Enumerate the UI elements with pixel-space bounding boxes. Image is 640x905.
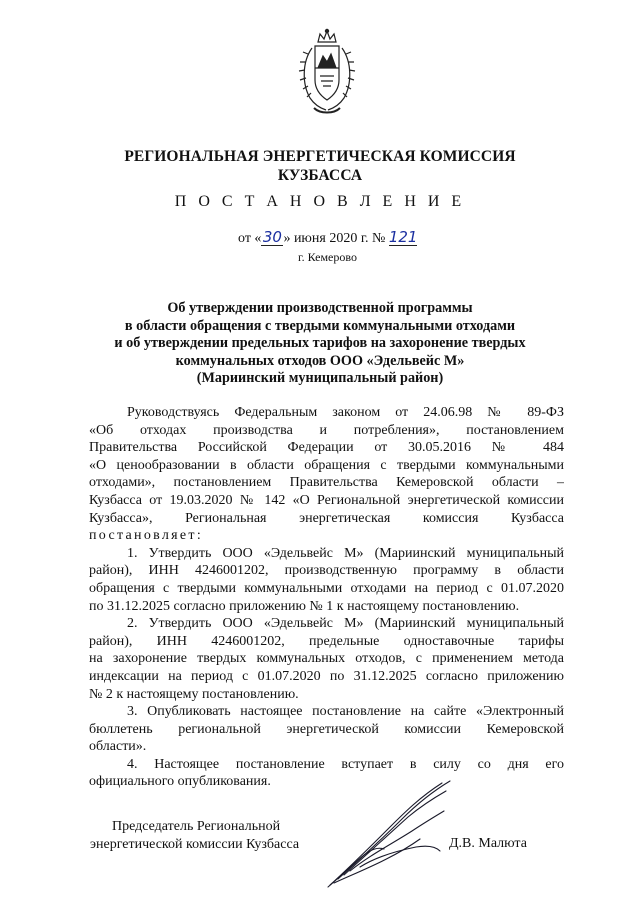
preamble-line: Правительства Российской Федерации от 30.05.2016 № 484	[89, 440, 564, 456]
item-3-line: 3. Опубликовать настоящее постановление на сайте «Электронный	[127, 704, 564, 720]
preamble-line: отходами», постановлением Правительства Кемеровской области –	[89, 475, 564, 491]
signer-position-line: энергетической комиссии Кузбасса	[90, 837, 300, 852]
title-line: в области обращения с твердыми коммунальными отходами	[124, 317, 516, 334]
item-3-line: бюллетень региональной энергетической комиссии Кемеровской	[89, 721, 564, 737]
item-2-line: № 2 к настоящему постановлению.	[89, 686, 299, 702]
document-title	[0, 300, 640, 388]
signer-position	[90, 818, 299, 854]
preamble-line: «О ценообразовании в области обращения с твердыми коммунальными	[89, 457, 564, 473]
document-type: П О С Т А Н О В Л Е Н И Е	[174, 193, 466, 210]
title-line: коммунальных отходов ООО «Эдельвейс М»	[175, 352, 465, 369]
signer-name: Д.В. Малюта	[449, 836, 527, 851]
item-4-line: 4. Настоящее постановление вступает в силу со дня его	[127, 756, 564, 772]
organization-name-region: КУЗБАССА	[277, 167, 363, 184]
title-line: и об утверждении предельных тарифов на захоронение твердых	[114, 335, 526, 352]
date-prefix: от «	[238, 231, 262, 246]
date-day-handwritten: 30	[262, 228, 282, 246]
document-city: г. Кемерово	[298, 250, 357, 264]
item-1-line: обращения с твердыми коммунальными отходами на период с 01.07.2020	[89, 580, 564, 596]
preamble-line: Руководствуясь Федеральным законом от 24.06.98 № 89-ФЗ	[127, 405, 564, 420]
coat-of-arms-emblem	[296, 28, 358, 116]
preamble-line: Кузбасса от 19.03.2020 № 142 «О Региональной энергетической комиссии	[89, 492, 564, 508]
preamble-line: «Об отходах производства и потребления», постановлением	[89, 422, 564, 438]
document-date-line	[238, 230, 417, 248]
date-month-year: » июня 2020 г. №	[283, 231, 386, 246]
organization-name: РЕГИОНАЛЬНАЯ ЭНЕРГЕТИЧЕСКАЯ КОМИССИЯ	[124, 148, 516, 165]
item-1-line: 1. Утвердить ООО «Эдельвейс М» (Мариинский муниципальный	[127, 545, 564, 561]
signer-position-line: Председатель Региональной	[112, 819, 281, 834]
item-2-line: 2. Утвердить ООО «Эдельвейс М» (Мариинский муниципальный	[127, 616, 564, 632]
item-4-line: официального опубликования.	[89, 774, 271, 790]
item-1-line: район), ИНН 4246001202, производственную программу в области	[89, 563, 564, 579]
preamble-line: Кузбасса», Региональная энергетическая комиссия Кузбасса	[89, 510, 564, 526]
item-2-line: индексации на период с 01.07.2020 по 31.12.2025 согласно приложению	[89, 668, 564, 684]
resolves-word: постановляет:	[89, 528, 204, 544]
item-1-line: по 31.12.2025 согласно приложению № 1 к настоящему постановлению.	[89, 598, 520, 614]
title-line: (Мариинский муниципальный район)	[196, 370, 444, 387]
item-2-line: на захоронение твердых коммунальных отходов, с применением метода	[89, 651, 564, 667]
title-line: Об утверждении производственной программы	[167, 300, 473, 316]
handwritten-signature	[320, 775, 460, 895]
item-3-line: области».	[89, 739, 147, 755]
item-2-line: район), ИНН 4246001202, предельные одноставочные тарифы	[89, 633, 564, 649]
document-body	[89, 404, 564, 791]
document-number-handwritten: 121	[388, 228, 418, 246]
